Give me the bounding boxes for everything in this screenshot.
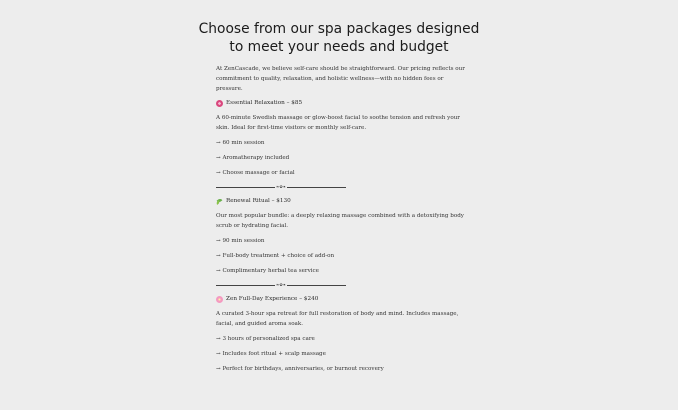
package-zen-full-day bbox=[216, 294, 466, 374]
page-title: Choose from our spa packages designed to meet your needs and budget bbox=[198, 21, 480, 55]
package-feature: → 90 min session bbox=[216, 238, 265, 244]
package-feature: → 3 hours of personalized spa care bbox=[216, 336, 315, 342]
divider-line bbox=[216, 285, 275, 286]
package-feature: → Complimentary herbal tea service bbox=[216, 268, 319, 274]
pricing-section bbox=[198, 20, 480, 379]
herb-icon bbox=[216, 198, 223, 205]
blossom-icon bbox=[216, 100, 223, 107]
intro-paragraph: At ZenCascade, we believe self-care should be straightforward. Our pricing reflects our commitment to quality, relaxation, and holistic wellness—with no hidden fees or pressure. bbox=[216, 66, 465, 92]
section-divider bbox=[216, 183, 346, 191]
package-title bbox=[216, 294, 466, 304]
package-title bbox=[216, 98, 466, 108]
package-description: A 60-minute Swedish massage or glow-boost facial to soothe tension and refresh your skin. Ideal for first-time visitors or monthly self-care. bbox=[216, 115, 460, 131]
divider-ornament: ❧✿❧ bbox=[275, 282, 287, 287]
package-description: Our most popular bundle: a deeply relaxing massage combined with a detoxifying body scrub or hydrating facial. bbox=[216, 213, 464, 229]
package-title-text: Zen Full-Day Experience – $240 bbox=[226, 296, 319, 302]
divider-line bbox=[216, 187, 275, 188]
package-renewal-ritual bbox=[216, 196, 466, 276]
package-description: A curated 3-hour spa retreat for full restoration of body and mind. Includes massage, facial, and guided aroma soak. bbox=[216, 311, 459, 327]
package-feature: → 60 min session bbox=[216, 140, 265, 146]
package-feature: → Includes foot ritual + scalp massage bbox=[216, 351, 326, 357]
package-title-text: Renewal Ritual – $130 bbox=[226, 198, 291, 204]
package-feature: → Aromatherapy included bbox=[216, 155, 290, 161]
package-feature: → Choose massage or facial bbox=[216, 170, 295, 176]
package-title bbox=[216, 196, 466, 206]
package-feature: → Full-body treatment + choice of add-on bbox=[216, 253, 335, 259]
section-divider bbox=[216, 281, 346, 289]
cherry-blossom-icon bbox=[216, 296, 223, 303]
package-essential-relaxation bbox=[216, 98, 466, 178]
divider-ornament: ❧✿❧ bbox=[275, 184, 287, 189]
divider-line bbox=[287, 285, 346, 286]
divider-line bbox=[287, 187, 346, 188]
package-title-text: Essential Relaxation – $85 bbox=[226, 100, 303, 106]
package-feature: → Perfect for birthdays, anniversaries, or burnout recovery bbox=[216, 366, 384, 372]
